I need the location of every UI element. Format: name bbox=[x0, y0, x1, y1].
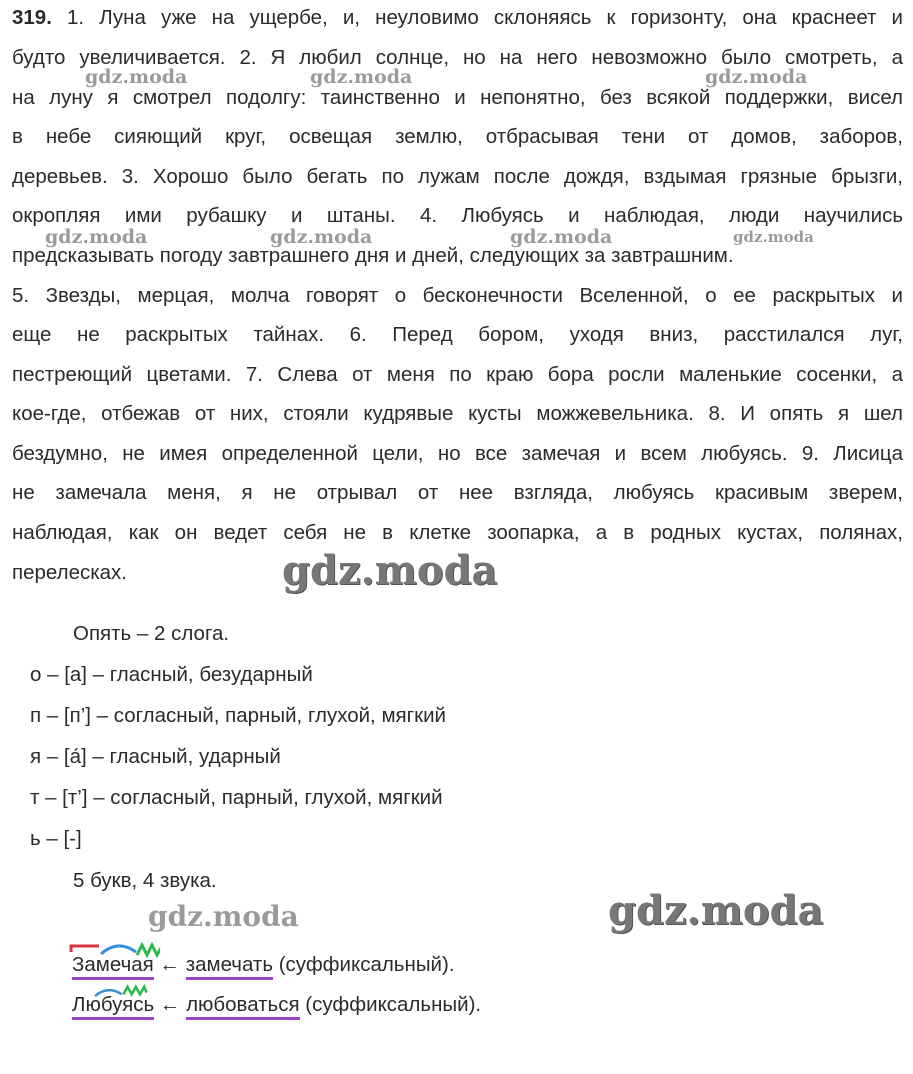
watermark: gdz.moda bbox=[85, 66, 188, 88]
source-word: замечать bbox=[186, 953, 273, 980]
derivation-row bbox=[72, 953, 455, 977]
text-line: кое-где, отбежав от них, стояли кудрявые кусты можжевельника. 8. И опять я шел bbox=[12, 402, 903, 425]
text-line: окропляя ими рубашку и штаны. 4. Любуясь и наблюдая, люди научились bbox=[12, 204, 903, 227]
text-line: пестреющий цветами. 7. Слева от меня по краю бора росли маленькие сосенки, а bbox=[12, 363, 903, 386]
sound-row: я – [а́] – гласный, ударный bbox=[30, 745, 281, 768]
text-line: не замечала меня, я не отрывал от нее взгляда, любуясь красивым зверем, bbox=[12, 481, 903, 504]
watermark: gdz.moda bbox=[270, 226, 373, 248]
watermark: gdz.moda bbox=[608, 887, 824, 934]
text-line: деревьев. 3. Хорошо было бегать по лужам после дождя, вздымая грязные брызги, bbox=[12, 165, 903, 188]
text-line: на луну я смотрел подолгу: таинственно и непонятно, без всякой поддержки, висел bbox=[12, 86, 903, 109]
watermark: gdz.moda bbox=[510, 226, 613, 248]
arrow-left-icon: ← bbox=[159, 993, 181, 1016]
text-line: предсказывать погоду завтрашнего дня и дней, следующих за завтрашним. bbox=[12, 244, 734, 267]
sound-row: п – [п’] – согласный, парный, глухой, мягкий bbox=[30, 704, 446, 727]
arrow-left-icon: ← bbox=[159, 953, 180, 976]
syllable-heading: Опять – 2 слога. bbox=[73, 622, 230, 645]
sound-row: ь – [-] bbox=[30, 827, 82, 850]
text-line: в небе сияющий круг, освещая землю, отбрасывая тени от домов, заборов, bbox=[12, 125, 903, 148]
formation-type: (суффиксальный). bbox=[305, 993, 482, 1016]
watermark: gdz.moda bbox=[705, 66, 808, 88]
text-line: 319. 1. Луна уже на ущербе, и, неуловимо склоняясь к горизонту, она краснеет и bbox=[12, 6, 904, 29]
watermark: gdz.moda bbox=[310, 66, 413, 88]
watermark: gdz.moda bbox=[148, 900, 299, 933]
text-line: наблюдая, как он ведет себя не в клетке зоопарка, а в родных кустах, полянах, bbox=[12, 521, 903, 544]
text-line: еще не раскрытых тайнах. 6. Перед бором, уходя вниз, расстилался луг, bbox=[12, 323, 903, 346]
text-line: бездумно, не имея определенной цели, но все замечая и всем любуясь. 9. Лисица bbox=[12, 442, 903, 465]
derived-word: Любуясь bbox=[72, 993, 154, 1020]
source-word: любоваться bbox=[186, 993, 300, 1020]
watermark: gdz.moda bbox=[282, 547, 498, 594]
sound-row: о – [а] – гласный, безударный bbox=[30, 663, 313, 686]
sound-row: т – [т’] – согласный, парный, глухой, мягкий bbox=[30, 786, 443, 809]
text-line: перелесках. bbox=[12, 561, 128, 584]
watermark: gdz.moda bbox=[733, 228, 814, 246]
text-line: 5. Звезды, мерцая, молча говорят о бесконечности Вселенной, о ее раскрытых и bbox=[12, 284, 903, 307]
text-line: будто увеличивается. 2. Я любил солнце, но на него невозможно было смотреть, а bbox=[12, 46, 903, 69]
exercise-number: 319. bbox=[12, 6, 52, 29]
derivation-row bbox=[72, 993, 481, 1017]
watermark: gdz.moda bbox=[45, 226, 148, 248]
letters-sounds-summary: 5 букв, 4 звука. bbox=[73, 869, 217, 892]
formation-type: (суффиксальный). bbox=[278, 953, 455, 976]
derived-word: Замечая bbox=[72, 953, 154, 980]
